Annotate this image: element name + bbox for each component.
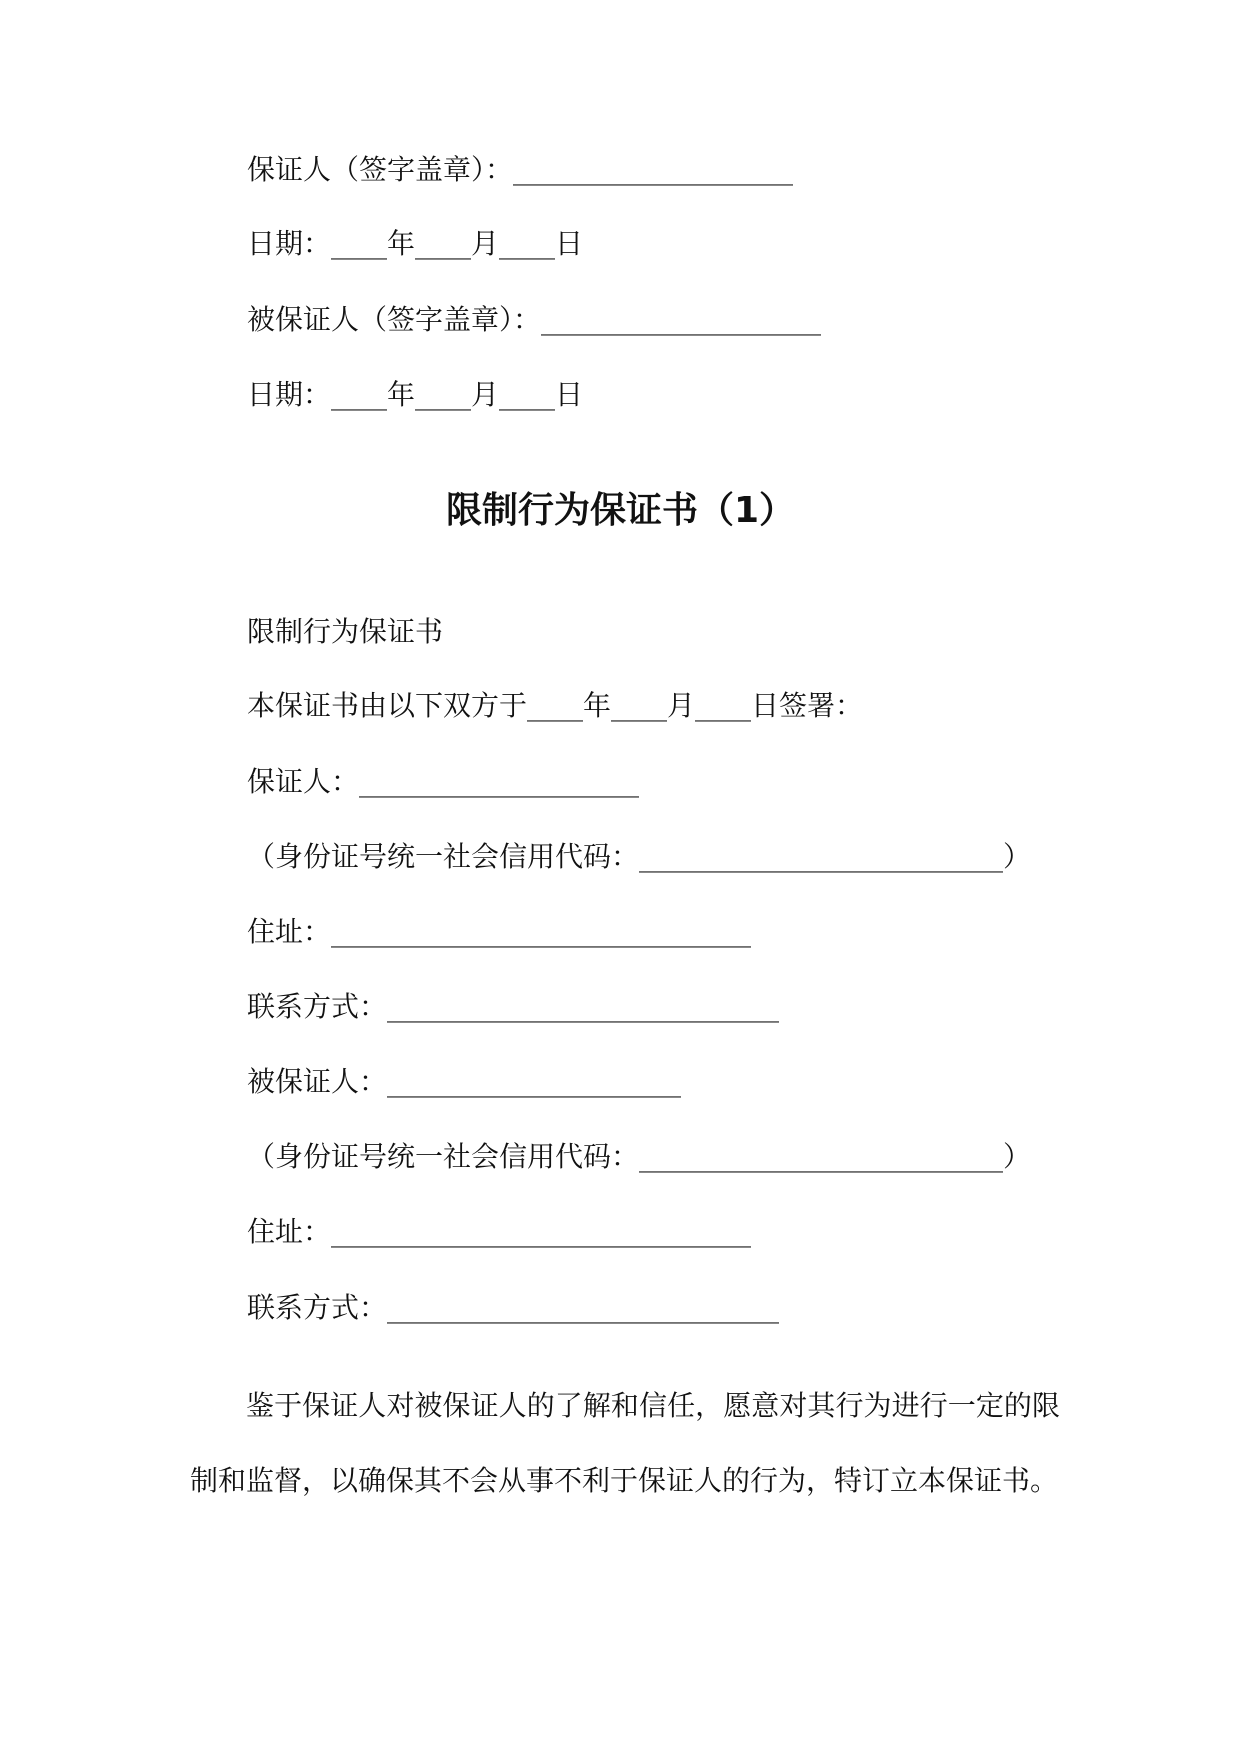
guaranteed-id-line: （身份证号统一社会信用代码：__________________________） xyxy=(247,1140,1032,1173)
date-line: 日期：____年____月____日 xyxy=(247,378,584,411)
guarantor-contact-line: 联系方式：____________________________ xyxy=(247,990,780,1023)
guarantor-address-line: 住址：______________________________ xyxy=(247,915,752,948)
guaranteed-address-line: 住址：______________________________ xyxy=(247,1215,752,1248)
guaranteed-contact-line: 联系方式：____________________________ xyxy=(247,1291,780,1324)
date-line: 日期：____年____月____日 xyxy=(247,227,584,260)
guarantor-signature-line: 保证人（签字盖章）：____________________ xyxy=(247,153,794,186)
document-subtitle: 限制行为保证书 xyxy=(247,615,444,648)
guarantor-id-line: （身份证号统一社会信用代码：__________________________） xyxy=(247,840,1032,873)
body-paragraph: 鉴于保证人对被保证人的了解和信任，愿意对其行为进行一定的限制和监督，以确保其不会从事不利于保证人的行为，特订立本保证书。 xyxy=(190,1389,1060,1497)
signing-intro: 本保证书由以下双方于____年____月____日签署： xyxy=(247,689,864,722)
guaranteed-signature-line: 被保证人（签字盖章）：____________________ xyxy=(247,303,822,336)
guarantor-name-line: 保证人：____________________ xyxy=(247,765,640,798)
guaranteed-name-line: 被保证人：_____________________ xyxy=(247,1065,682,1098)
document-title: 限制行为保证书（1） xyxy=(445,490,796,531)
